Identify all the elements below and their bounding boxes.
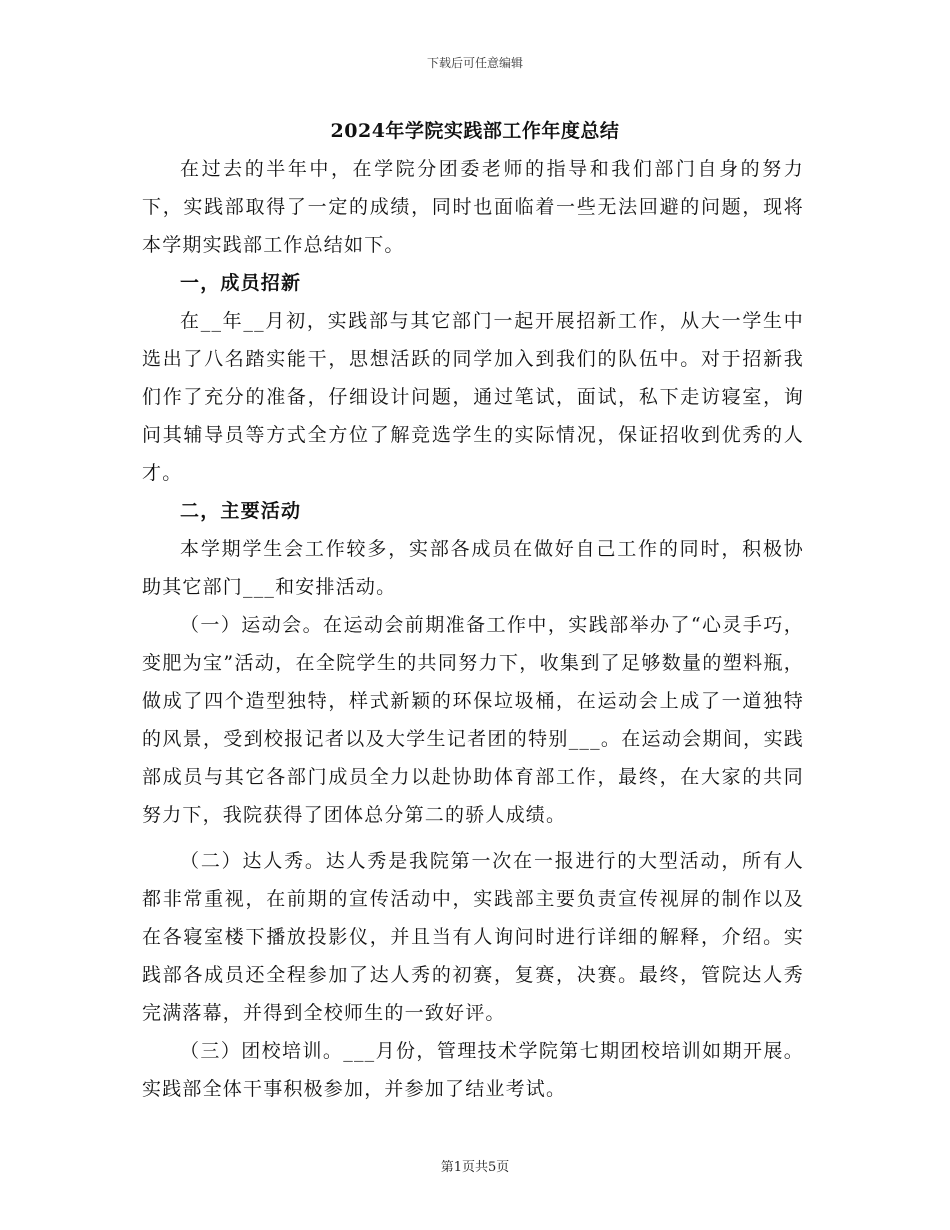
section-heading-activities: 二，主要活动	[180, 500, 302, 522]
intro-paragraph: 在过去的半年中，在学院分团委老师的指导和我们部门自身的努力下，实践部取得了一定的成绩，同时也面临着一些无法回避的问题，现将本学期实践部工作总结如下。	[142, 158, 804, 256]
page-footer: 第1页共5页	[440, 1160, 510, 1175]
recruitment-paragraph: 在__年__月初，实践部与其它部门一起开展招新工作，从大一学生中选出了八名踏实能干，思想活跃的同学加入到我们的队伍中。对于招新我们作了充分的准备，仔细设计问题，通过笔试，面试，私下走访寝室，询问其辅导员等方式全方位了解竞选学生的实际情况，保证招收到优秀的人才。	[142, 310, 804, 484]
document-body	[142, 150, 804, 1108]
page-header: 下载后可任意编辑	[426, 56, 523, 70]
document-title: 2024年学院实践部工作年度总结	[330, 120, 620, 142]
talent-show-paragraph: （二）达人秀。达人秀是我院第一次在一报进行的大型活动，所有人都非常重视，在前期的宣传活动中，实践部主要负责宣传视屏的制作以及在各寝室楼下播放投影仪，并且当有人询问时进行详细的解释，介绍。实践部各成员还全程参加了达人秀的初赛，复赛，决赛。最终，管院达人秀完满落幕，并得到全校师生的一致好评。	[142, 850, 804, 1024]
activities-paragraph: 本学期学生会工作较多，实部各成员在做好自己工作的同时，积极协助其它部门___和安排活动。	[142, 538, 804, 598]
sports-meet-paragraph: （一）运动会。在运动会前期准备工作中，实践部举办了“心灵手巧，变肥为宝”活动，在全院学生的共同努力下，收集到了足够数量的塑料瓶，做成了四个造型独特，样式新颖的环保垃圾桶，在运动会上成了一道独特的风景，受到校报记者以及大学生记者团的特别___。在运动会期间，实践部成员与其它各部门成员全力以赴协助体育部工作，最终，在大家的共同努力下，我院获得了团体总分第二的骄人成绩。	[142, 614, 804, 826]
section-heading-recruitment: 一，成员招新	[180, 272, 302, 294]
training-paragraph: （三）团校培训。___月份，管理技术学院第七期团校培训如期开展。实践部全体干事积极参加，并参加了结业考试。	[142, 1040, 804, 1100]
